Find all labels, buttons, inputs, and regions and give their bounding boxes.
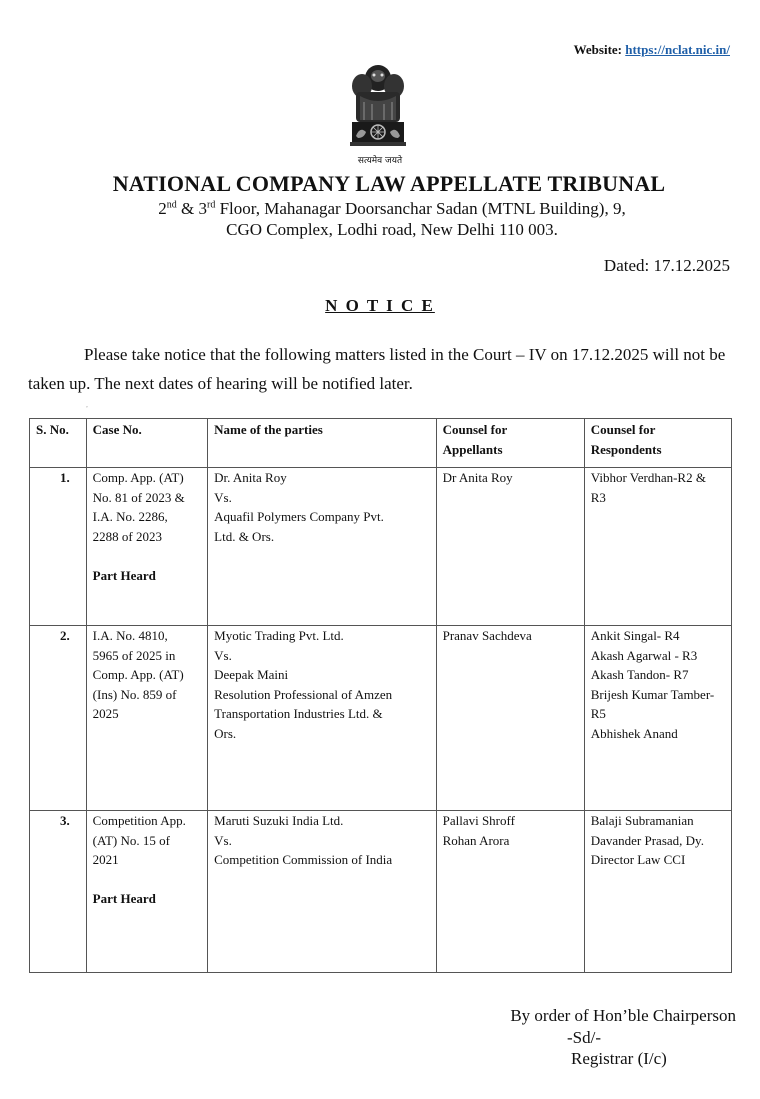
counsel-line: Balaji Subramanian bbox=[590, 813, 694, 828]
case-line: 2288 of 2023 bbox=[92, 528, 163, 544]
header-parties: Name of the parties bbox=[208, 419, 436, 468]
counsel-line: Abhishek Anand bbox=[590, 725, 678, 741]
party-line: Ltd. & Ors. bbox=[214, 528, 275, 544]
header-cfa-line2: Appellants bbox=[442, 441, 503, 457]
counsel-line: Pranav Sachdeva bbox=[442, 628, 532, 643]
party-line: Maruti Suzuki India Ltd. bbox=[214, 813, 344, 828]
notice-date: Dated: 17.12.2025 bbox=[603, 256, 730, 275]
cell-case-no bbox=[86, 811, 207, 973]
case-line: (Ins) No. 859 of bbox=[92, 686, 177, 702]
address-building: Floor, Mahanagar Doorsanchar Sadan (MTNL Building), 9, bbox=[215, 199, 626, 218]
header-cfa-line1: Counsel for bbox=[442, 422, 508, 437]
case-line: No. 81 of 2023 & bbox=[92, 489, 185, 505]
case-line: Comp. App. (AT) bbox=[92, 667, 184, 682]
counsel-line: Davander Prasad, Dy. bbox=[590, 832, 704, 848]
national-emblem-icon bbox=[342, 62, 414, 166]
party-line: Dr. Anita Roy bbox=[214, 470, 287, 485]
address-line-1 bbox=[0, 199, 760, 219]
cell-case-no bbox=[86, 626, 207, 811]
counsel-line: Brijesh Kumar Tamber- bbox=[590, 686, 715, 702]
header-counsel-appellants bbox=[436, 419, 584, 468]
cell-counsel-respondents bbox=[584, 626, 731, 811]
party-line: Resolution Professional of Amzen bbox=[214, 686, 393, 702]
counsel-line: Akash Tandon- R7 bbox=[590, 667, 689, 682]
case-line: 5965 of 2025 in bbox=[92, 647, 176, 663]
party-line: Myotic Trading Pvt. Ltd. bbox=[214, 628, 344, 643]
cell-parties bbox=[208, 626, 436, 811]
stray-mark: ₔ bbox=[86, 403, 88, 409]
party-line: Transportation Industries Ltd. & bbox=[214, 706, 383, 721]
website-line bbox=[574, 42, 730, 58]
address-sup-rd: rd bbox=[207, 199, 216, 211]
address-line-2: CGO Complex, Lodhi road, New Delhi 110 003. bbox=[226, 220, 558, 239]
case-status-note: Part Heard bbox=[92, 567, 156, 583]
signature-sd: -Sd/- bbox=[567, 1028, 601, 1047]
signature-registrar: Registrar (I/c) bbox=[571, 1049, 667, 1068]
counsel-line: Ankit Singal- R4 bbox=[590, 628, 680, 643]
cell-counsel-appellants bbox=[436, 468, 584, 626]
party-line: Vs. bbox=[214, 647, 232, 663]
cell-sno: 2. bbox=[30, 626, 87, 811]
case-line: Comp. App. (AT) bbox=[92, 470, 184, 485]
header-cfr-line2: Respondents bbox=[590, 441, 662, 457]
cell-parties bbox=[208, 811, 436, 973]
party-line: Aquafil Polymers Company Pvt. bbox=[214, 509, 384, 524]
counsel-line: Director Law CCI bbox=[590, 852, 686, 867]
counsel-line: Akash Agarwal - R3 bbox=[590, 647, 698, 663]
case-line: Competition App. bbox=[92, 813, 186, 828]
party-line: Ors. bbox=[214, 725, 237, 741]
header-sno: S. No. bbox=[30, 419, 87, 468]
header-case-no: Case No. bbox=[86, 419, 207, 468]
address-floor-3: & 3 bbox=[176, 199, 207, 218]
website-label: Website: bbox=[573, 42, 622, 57]
counsel-line: R3 bbox=[590, 489, 606, 505]
cell-parties bbox=[208, 468, 436, 626]
cell-sno: 1. bbox=[30, 468, 87, 626]
website-link[interactable]: https://nclat.nic.in/ bbox=[625, 42, 730, 57]
header-counsel-respondents bbox=[584, 419, 731, 468]
case-line: I.A. No. 2286, bbox=[92, 509, 168, 524]
notice-body: Please take notice that the following matters listed in the Court – IV on 17.12.2025 will not be taken up. The next dates of hearing will be notified later. bbox=[28, 345, 726, 393]
case-gap bbox=[93, 546, 207, 566]
party-line: Vs. bbox=[214, 832, 232, 848]
party-line: Vs. bbox=[214, 489, 232, 505]
party-line: Deepak Maini bbox=[214, 667, 289, 682]
cell-case-no bbox=[86, 468, 207, 626]
header-cfr-line1: Counsel for bbox=[590, 422, 656, 437]
notice-heading: N O T I C E bbox=[325, 296, 435, 315]
matters-table bbox=[29, 418, 732, 973]
cell-counsel-appellants bbox=[436, 811, 584, 973]
case-gap bbox=[93, 870, 207, 890]
cell-counsel-respondents bbox=[584, 468, 731, 626]
counsel-line: Rohan Arora bbox=[442, 832, 510, 848]
table-header-row bbox=[30, 419, 732, 468]
organization-title: NATIONAL COMPANY LAW APPELLATE TRIBUNAL bbox=[112, 171, 666, 196]
counsel-line: Vibhor Verdhan-R2 & bbox=[590, 470, 706, 485]
cell-counsel-appellants bbox=[436, 626, 584, 811]
address-floor-2: 2 bbox=[158, 199, 167, 218]
cell-sno: 3. bbox=[30, 811, 87, 973]
counsel-line: R5 bbox=[590, 706, 606, 721]
address-sup-nd: nd bbox=[166, 199, 177, 211]
case-line: 2021 bbox=[92, 852, 119, 867]
table-row bbox=[30, 626, 732, 811]
emblem-motto: सत्यमेव जयते bbox=[357, 156, 403, 166]
case-line: (AT) No. 15 of bbox=[92, 832, 170, 848]
case-line: I.A. No. 4810, bbox=[92, 628, 168, 643]
cell-counsel-respondents bbox=[584, 811, 731, 973]
counsel-line: Pallavi Shroff bbox=[442, 813, 515, 828]
case-status-note: Part Heard bbox=[92, 891, 156, 906]
party-line: Competition Commission of India bbox=[214, 852, 393, 867]
table-row bbox=[30, 811, 732, 973]
counsel-line: Dr Anita Roy bbox=[442, 470, 513, 485]
table-row bbox=[30, 468, 732, 626]
case-line: 2025 bbox=[92, 706, 119, 721]
signature-order-line: By order of Hon’ble Chairperson bbox=[510, 1006, 736, 1025]
